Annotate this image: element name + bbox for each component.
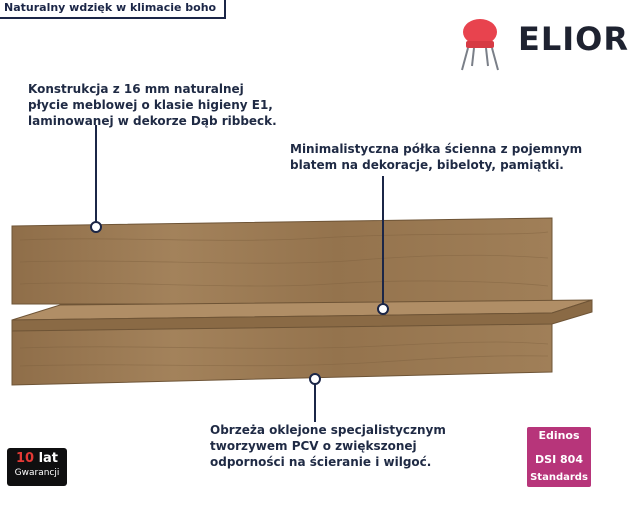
edinos-standards: Standards bbox=[530, 472, 588, 483]
callout-construction: Konstrukcja z 16 mm naturalnej płycie meblowej o klasie higieny E1, laminowanej w dekorze Dąb ribbeck. bbox=[28, 82, 277, 128]
page-title: Naturalny wdzięk w klimacie boho bbox=[0, 0, 226, 19]
edinos-name: Edinos bbox=[538, 429, 580, 442]
warranty-label: Gwarancji bbox=[14, 468, 60, 478]
warranty-years: 10 bbox=[15, 451, 35, 466]
callout-function: Minimalistyczna półka ścienna z pojemnym blatem na dekoracje, bibeloty, pamiątki. bbox=[290, 142, 583, 172]
callout-edges: Obrzeża oklejone specjalistycznym tworzywem PCV o zwiększonej odporności na ścieranie i wilgoć. bbox=[210, 423, 446, 469]
edinos-badge bbox=[527, 427, 591, 487]
edinos-code: DSI 804 bbox=[535, 453, 583, 466]
warranty-unit: lat bbox=[38, 451, 59, 466]
brand-logo: ELIOR bbox=[518, 20, 629, 58]
warranty-badge bbox=[7, 448, 67, 486]
